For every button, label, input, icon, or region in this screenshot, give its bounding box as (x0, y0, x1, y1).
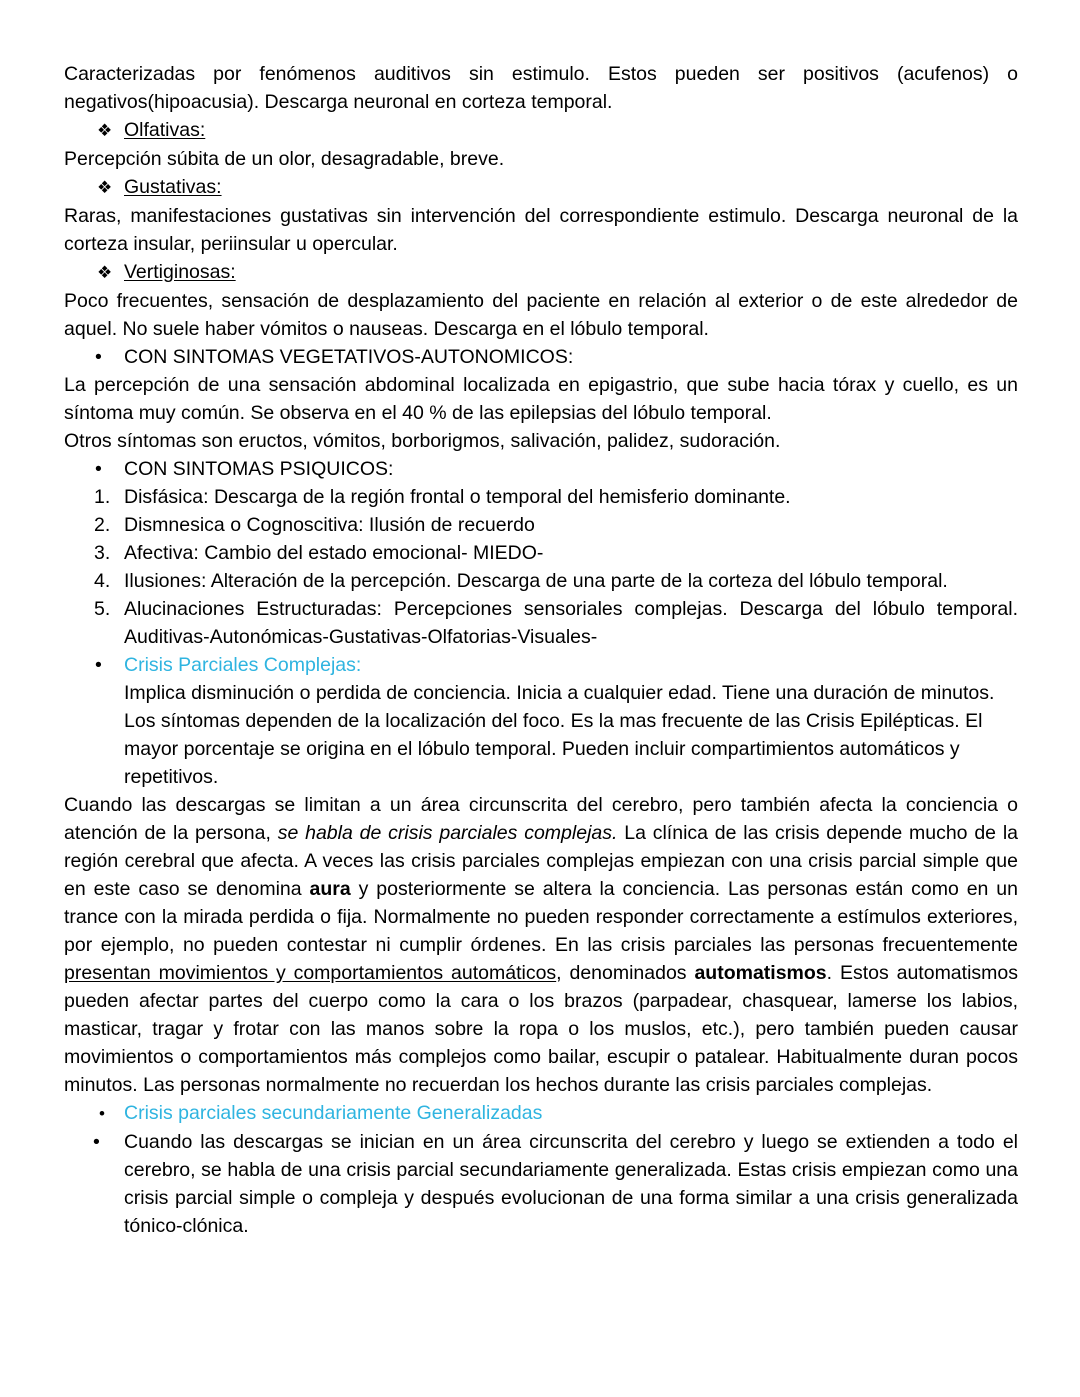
list-item-secundariamente-generalizadas (64, 1099, 1018, 1128)
list-number: 1. (94, 486, 111, 508)
main-paragraph-bold-automatismos: automatismos (694, 962, 827, 984)
dot-bullet-icon: • (93, 1131, 100, 1153)
dot-bullet-icon: • (95, 654, 102, 676)
gustativas-body: Raras, manifestaciones gustativas sin intervención del correspondiente estimulo. Descarga neuronal de la corteza insular, periinsular u opercular. (64, 205, 1018, 255)
crisis-complejas-subparagraph: Implica disminución o perdida de conciencia. Inicia a cualquier edad. Tiene una duración de minutos. Los síntomas dependen de la localización del foco. Es la mas frecuente de las Crisis Epilépticas. El mayor porcentaje se origina en el lóbulo temporal. Pueden incluir compartimientos automáticos y repetitivos. (124, 682, 995, 788)
dot-bullet-icon: • (95, 458, 102, 480)
olfativas-heading: Olfativas: (124, 119, 206, 141)
list-item-crisis-parciales-complejas (64, 651, 1018, 679)
list-number: 4. (94, 570, 111, 592)
main-paragraph-part-2: La clínica de las crisis depende mucho de la región cerebral que afecta. A veces las crisis parciales complejas empiezan con una crisis parcial simple que en este caso se denomina (64, 822, 1018, 900)
gustativas-heading: Gustativas: (124, 176, 222, 198)
secundariamente-body: Cuando las descargas se inician en un área circunscrita del cerebro y luego se extienden a todo el cerebro, se habla de una crisis parcial secundariamente generalizada. Estas crisis empiezan como una crisis parcial simple o compleja y después evolucionan de una forma similar a una crisis generalizada tónico-clónica. (124, 1131, 1018, 1237)
crisis-complejas-heading: Crisis Parciales Complejas: (124, 654, 362, 676)
list-item (64, 483, 1018, 511)
vegetativos-body-2: Otros síntomas son eructos, vómitos, borborigmos, salivación, palidez, sudoración. (64, 430, 781, 452)
main-paragraph-part-4: , denominados (556, 962, 695, 984)
list-item-secundariamente-body (64, 1128, 1018, 1240)
list-item-psiquicos (64, 455, 1018, 483)
list-item-text: Ilusiones: Alteración de la percepción. Descarga de una parte de la corteza del lóbulo temporal. (124, 570, 948, 592)
list-item-vegetativos (64, 343, 1018, 371)
list-item-text: Alucinaciones Estructuradas: Percepciones sensoriales complejas. Descarga del lóbulo temporal. Auditivas-Autonómicas-Gustativas-Olfatorias-Visuales- (124, 598, 1018, 648)
vertiginosas-heading: Vertiginosas: (124, 261, 236, 283)
list-number: 3. (94, 542, 111, 564)
main-paragraph-part-5: . Estos automatismos pueden afectar partes del cuerpo como la cara o los brazos (parpadear, chasquear, lamerse los labios, masticar, tragar y frotar con las manos sobre la ropa o los muslos, etc.), pero también pueden causar movimientos o comportamientos más complejos como bailar, escupir o patalear. Habitualmente duran pocos minutos. Las personas normalmente no recuerdan los hechos durante las crisis parciales complejas. (64, 962, 1018, 1096)
dot-bullet-icon: • (95, 346, 102, 368)
main-paragraph-part-1: Cuando las descargas se limitan a un área circunscrita del cerebro, pero también afecta la conciencia o atención de la persona, (64, 794, 1018, 844)
list-item-text: Dismnesica o Cognoscitiva: Ilusión de recuerdo (124, 514, 535, 536)
dot-bullet-icon: • (99, 1104, 105, 1123)
diamond-bullet-icon: ❖ (97, 178, 113, 197)
intro-paragraph: Caracterizadas por fenómenos auditivos sin estimulo. Estos pueden ser positivos (acufenos) o negativos(hipoacusia). Descarga neuronal en corteza temporal. (64, 63, 1018, 113)
main-paragraph-underline-1: presentan movimientos y comportamientos automáticos (64, 962, 557, 984)
vegetativos-heading: CON SINTOMAS VEGETATIVOS-AUTONOMICOS: (124, 346, 574, 368)
olfativas-body: Percepción súbita de un olor, desagradable, breve. (64, 148, 505, 170)
list-item-olfativas (64, 116, 1018, 145)
secundariamente-heading: Crisis parciales secundariamente Generalizadas (124, 1102, 543, 1124)
main-paragraph-part-3: y posteriormente se altera la conciencia. Las personas están como en un trance con la mirada perdida o fija. Normalmente no pueden responder correctamente a estímulos exteriores, por ejemplo, no pueden contestar ni cumplir órdenes. En las crisis parciales las personas frecuentemente (64, 878, 1018, 956)
list-item (64, 539, 1018, 567)
main-paragraph-bold-aura: aura (309, 878, 351, 900)
list-item-gustativas (64, 173, 1018, 202)
main-paragraph-italic-1: se habla de crisis parciales complejas. (277, 822, 618, 844)
psiquicos-heading: CON SINTOMAS PSIQUICOS: (124, 458, 394, 480)
document-body (64, 60, 1018, 1240)
list-item (64, 511, 1018, 539)
vertiginosas-body: Poco frecuentes, sensación de desplazamiento del paciente en relación al exterior o de este alrededor de aquel. No suele haber vómitos o nauseas. Descarga en el lóbulo temporal. (64, 290, 1018, 340)
list-item-text: Disfásica: Descarga de la región frontal o temporal del hemisferio dominante. (124, 486, 791, 508)
list-item (64, 595, 1018, 651)
vegetativos-body-1: La percepción de una sensación abdominal localizada en epigastrio, que sube hacia tórax y cuello, es un síntoma muy común. Se observa en el 40 % de las epilepsias del lóbulo temporal. (64, 374, 1018, 424)
list-number: 2. (94, 514, 111, 536)
list-item (64, 567, 1018, 595)
list-item-vertiginosas (64, 258, 1018, 287)
list-item-text: Afectiva: Cambio del estado emocional- MIEDO- (124, 542, 544, 564)
main-paragraph (64, 791, 1018, 1099)
diamond-bullet-icon: ❖ (97, 263, 113, 282)
list-number: 5. (94, 598, 111, 620)
diamond-bullet-icon: ❖ (97, 121, 113, 140)
